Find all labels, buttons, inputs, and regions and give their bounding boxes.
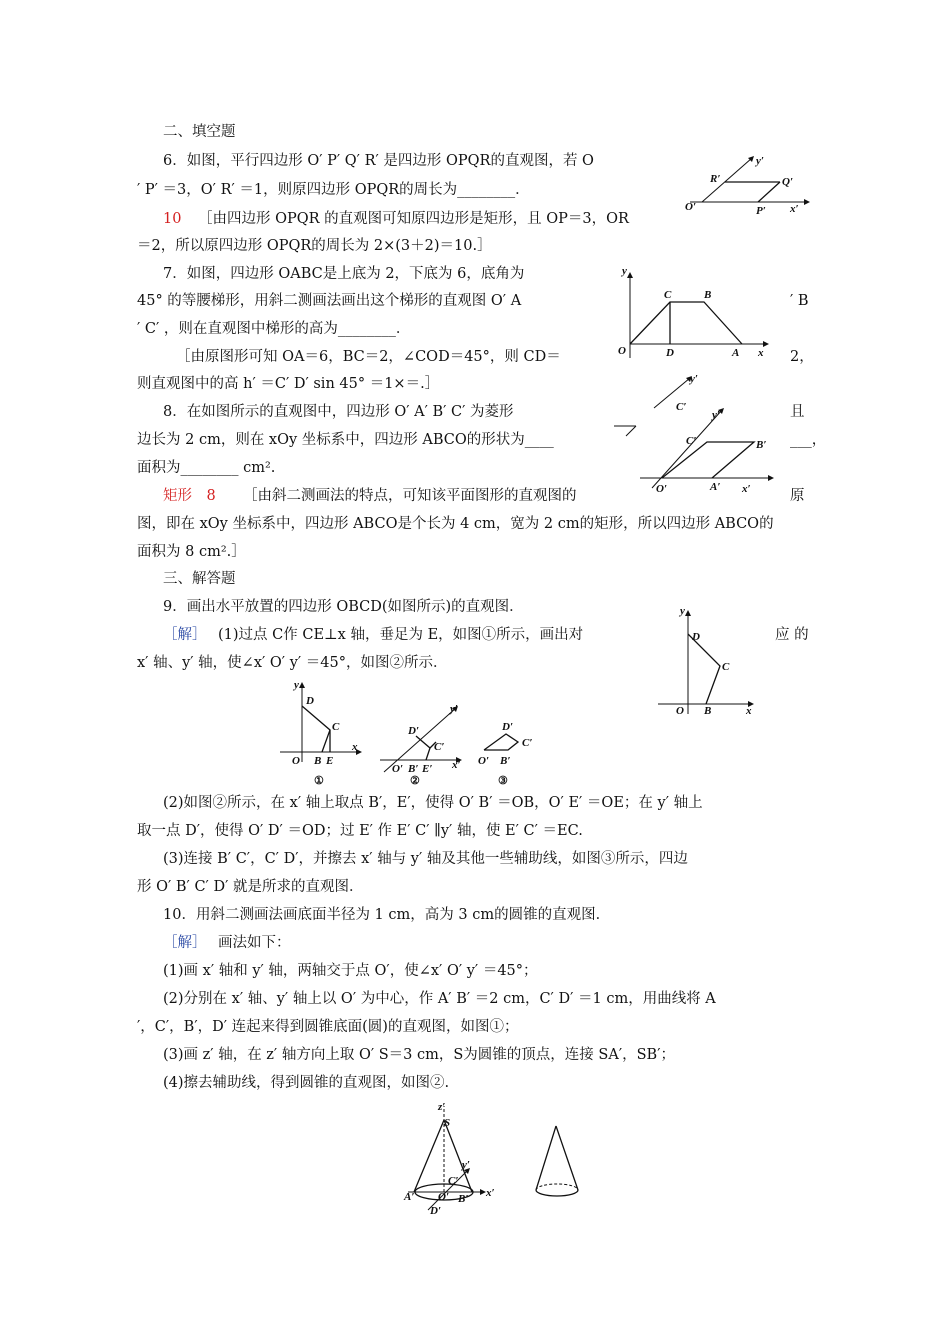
solution-6-line-2: ＝2，所以原四边形 OPQR的周长为 2×(3＋2)＝10.］	[137, 238, 492, 254]
label-B: B′	[458, 1193, 469, 1205]
label-A: A	[732, 347, 740, 359]
figure-9-steps	[272, 676, 552, 790]
problem-6-line-2: ′ P′ ＝3，O′ R′ ＝1，则原四边形 OPQR的周长为________．	[137, 182, 530, 198]
label-circle-2: ②	[410, 775, 420, 787]
label-E: E′	[422, 763, 433, 775]
solution-6-line-1: ［由四边形 OPQR 的直观图可知原四边形是矩形，且 OP＝3，OR	[198, 211, 629, 227]
solution-9-tag: ［解］	[163, 627, 207, 643]
figure-9-step-2	[380, 703, 462, 787]
solution-10-step-2-line-2: ′，C′，B′，D′ 连起来得到圆锥底面(圆)的直观图，如图①；	[137, 1019, 519, 1035]
label-E: E	[326, 755, 334, 767]
trapezoid-outline	[630, 302, 742, 344]
solution-7-line-1-tail: 2，	[790, 349, 814, 365]
solution-9-step-2-line-1: (2)如图②所示，在 x′ 轴上取点 B′，E′，使得 O′ B′ ＝OB，O′ E′ ＝OE；在 y′ 轴上	[163, 795, 703, 811]
problem-8-line-2: 边长为 2 cm，则在 xOy 坐标系中，四边形 ABCO的形状为____	[137, 432, 554, 448]
label-y: y	[294, 679, 299, 691]
figure-9-step-3	[478, 721, 532, 787]
answer-8: 矩形 8	[163, 488, 216, 504]
solution-9-step-2-line-2: 取一点 D′，使得 O′ D′ ＝OD；过 E′ 作 E′ C′ ∥y′ 轴，使 E′ C′ ＝EC.	[137, 823, 583, 839]
label-C: C	[664, 289, 672, 301]
label-x: x	[746, 705, 752, 717]
label-B: B	[704, 705, 712, 717]
figure-9-quadrilateral	[650, 604, 770, 720]
problem-9-statement: 9．画出水平放置的四边形 OBCD(如图所示)的直观图．	[163, 599, 524, 615]
label-x: x	[352, 741, 358, 753]
label-y: y	[622, 265, 627, 277]
label-y: y′	[756, 155, 764, 167]
solution-9-step-1-tail: 应 的	[775, 627, 809, 643]
label-Q: Q′	[782, 176, 794, 188]
label-C: C′	[434, 741, 445, 753]
label-C: C′	[522, 737, 533, 749]
solution-8-line-2: 图，即在 xOy 坐标系中，四边形 ABCO是个长为 4 cm，宽为 2 cm的矩形，所以四边形 ABCO的	[137, 516, 774, 532]
figure-6-parallelogram	[680, 148, 820, 218]
figure-8-rhombus	[612, 370, 792, 505]
label-O: O	[618, 345, 626, 357]
label-circle-1: ①	[314, 775, 324, 787]
solution-10-intro: 画法如下：	[218, 935, 291, 951]
solution-8-line-1-tail: 原	[790, 488, 805, 504]
label-O: O′	[392, 763, 404, 775]
label-D: D	[692, 631, 700, 643]
edge-PQ	[758, 182, 780, 202]
solution-8-line-3: 面积为 8 cm².］	[137, 544, 246, 560]
figure-10-final-cone	[536, 1126, 578, 1196]
label-x: x′	[452, 759, 461, 771]
label-x: x′	[742, 483, 751, 495]
problem-6-line-1: 6．如图，平行四边形 O′ P′ Q′ R′ 是四边形 OPQR的直观图，若 O	[163, 153, 594, 169]
problem-8-line-3: 面积为________ cm².	[137, 460, 276, 476]
label-B: B	[314, 755, 322, 767]
label-y: y′	[450, 703, 458, 715]
label-O: O′	[656, 483, 668, 495]
solution-10-step-1: (1)画 x′ 轴和 y′ 轴，两轴交于点 O′，使∠x′ O′ y′ ＝45°；	[163, 963, 538, 979]
solution-10-tag: ［解］	[163, 935, 207, 951]
figure-9-step-1	[280, 679, 362, 787]
figure-10-cones	[400, 1098, 600, 1218]
label-S: S	[444, 1117, 451, 1129]
x-axis-arrow	[804, 199, 810, 205]
solution-9-step-1-line-1: (1)过点 C作 CE⊥x 轴，垂足为 E，如图①所示，画出对	[218, 627, 584, 643]
label-D: D	[306, 695, 314, 707]
answer-6: 10	[163, 211, 182, 227]
label-circle-3: ③	[498, 775, 508, 787]
solution-10-step-3: (3)画 z′ 轴，在 z′ 轴方向上取 O′ S＝3 cm，S为圆锥的顶点，连接 SA′，SB′；	[163, 1047, 675, 1063]
label-C: C	[332, 721, 340, 733]
problem-7-line-3: ′ C′ ，则在直观图中梯形的高为________．	[137, 321, 411, 337]
label-x: x′	[790, 203, 799, 215]
figure-7-trapezoid	[612, 262, 782, 362]
label-D: D′	[408, 725, 420, 737]
label-O: O	[676, 705, 684, 717]
outline-DCB	[688, 634, 720, 704]
problem-7-line-1: 7．如图，四边形 OABC是上底为 2，下底为 6，底角为	[163, 266, 525, 282]
label-A: A′	[404, 1191, 415, 1203]
label-O: O	[292, 755, 300, 767]
label-R: R′	[710, 173, 721, 185]
rhombus-outline	[662, 442, 754, 478]
label-B: B′	[756, 439, 767, 451]
solution-7-line-2: 则直观图中的高 h′ ＝C′ D′ sin 45° ＝1×＝.］	[137, 376, 440, 392]
solution-10-step-2-line-1: (2)分别在 x′ 轴、y′ 轴上以 O′ 为中心，作 A′ B′ ＝2 cm，C′ D′ ＝1 cm，用曲线将 A	[163, 991, 716, 1007]
label-B: B	[704, 289, 712, 301]
label-C: C	[722, 661, 730, 673]
problem-8-line-1: 8．在如图所示的直观图中，四边形 O′ A′ B′ C′ 为菱形	[163, 404, 514, 420]
label-y: y	[680, 605, 685, 617]
label-C-faded: C′	[676, 401, 687, 413]
label-C: C′	[686, 435, 697, 447]
label-O: O′	[478, 755, 490, 767]
solution-9-step-1-line-2: x′ 轴、y′ 轴，使∠x′ O′ y′ ＝45°，如图②所示．	[137, 655, 448, 671]
label-z: z′	[438, 1101, 446, 1113]
problem-10-statement: 10．用斜二测画法画底面半径为 1 cm，高为 3 cm的圆锥的直观图．	[163, 907, 611, 923]
solution-7-line-1: ［由原图形可知 OA＝6，BC＝2，∠COD＝45°，则 CD＝	[176, 349, 561, 365]
label-O: O′	[438, 1191, 450, 1203]
label-B: B′	[408, 763, 419, 775]
solution-9-step-3-line-2: 形 O′ B′ C′ D′ 就是所求的直观图．	[137, 879, 364, 895]
label-x: x	[758, 347, 764, 359]
label-C: C′	[448, 1175, 459, 1187]
solution-10-step-4: (4)擦去辅助线，得到圆锥的直观图，如图②.	[163, 1075, 450, 1091]
label-D: D′	[502, 721, 514, 733]
label-x: x′	[486, 1187, 495, 1199]
figure-10-construction	[403, 1101, 495, 1217]
label-D: D′	[430, 1205, 442, 1217]
label-A: A′	[710, 481, 721, 493]
label-y-faded: y′	[690, 373, 698, 385]
label-y: y′	[712, 409, 720, 421]
problem-8-line-2-tail: ___，	[790, 432, 827, 448]
label-P: P′	[756, 205, 766, 217]
section-heading-fill-blank: 二、填空题	[163, 124, 236, 140]
section-heading-solve: 三、解答题	[163, 571, 236, 587]
solution-9-step-3-line-1: (3)连接 B′ C′，C′ D′，并擦去 x′ 轴与 y′ 轴及其他一些辅助线，如图③所示，四边	[163, 851, 688, 867]
label-D: D	[666, 347, 674, 359]
label-O: O′	[685, 201, 697, 213]
label-B: B′	[500, 755, 511, 767]
label-y: y′	[462, 1159, 470, 1171]
y-axis	[652, 410, 722, 488]
problem-7-line-2: 45° 的等腰梯形，用斜二测画法画出这个梯形的直观图 O′ A	[137, 293, 522, 309]
solution-8-line-1: ［由斜二测画法的特点，可知该平面图形的直观图的	[243, 488, 577, 504]
problem-7-line-2-tail: ′ B	[790, 293, 809, 309]
problem-8-line-1-tail: 且	[790, 404, 805, 420]
